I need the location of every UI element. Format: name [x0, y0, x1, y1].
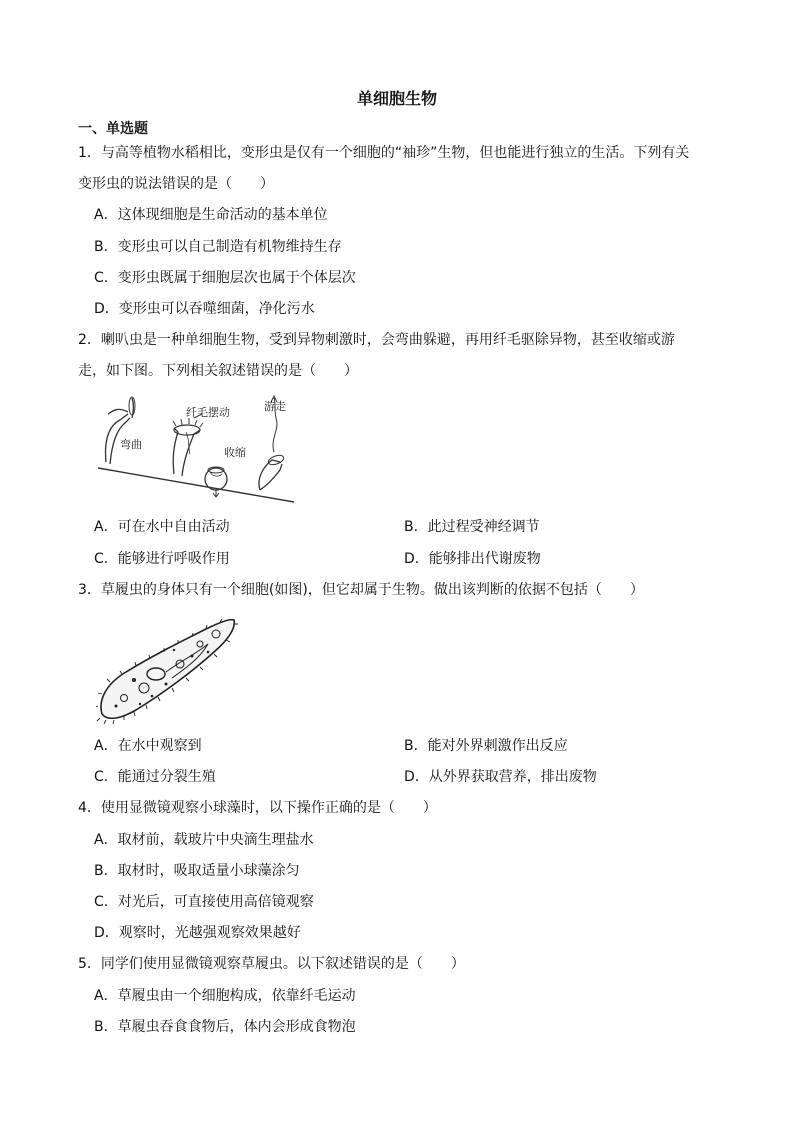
question-3-option-d: D．从外界获取营养，排出废物 — [404, 769, 597, 785]
question-5-option-a: A．草履虫由一个细胞构成，依靠纤毛运动 — [94, 988, 356, 1004]
question-1-stem-line-2: 变形虫的说法错误的是（ ） — [78, 176, 274, 192]
question-5-stem: 5．同学们使用显微镜观察草履虫。以下叙述错误的是（ ） — [78, 956, 465, 972]
paramecium-figure — [96, 614, 240, 726]
question-2-stem-line-1: 2．喇叭虫是一种单细胞生物，受到异物刺激时，会弯曲躲避，再用纤毛驱除异物，甚至收缩或游 — [78, 332, 675, 348]
question-1-option-b: B．变形虫可以自己制造有机物维持生存 — [94, 239, 342, 255]
page-title: 单细胞生物 — [356, 89, 437, 108]
section-heading: 一、单选题 — [78, 121, 148, 137]
question-2-option-a: A．可在水中自由活动 — [94, 519, 230, 535]
question-4-option-b: B．取材时，吸取适量小球藻涂匀 — [94, 863, 300, 879]
question-4-option-d: D．观察时，光越强观察效果越好 — [94, 925, 301, 941]
question-4-option-a: A．取材前，载玻片中央滴生理盐水 — [94, 832, 314, 848]
question-1-option-a: A．这体现细胞是生命活动的基本单位 — [94, 207, 328, 223]
figure-label-bend: 弯曲 — [120, 438, 142, 451]
question-2-option-d: D．能够排出代谢废物 — [404, 551, 541, 567]
question-4-stem: 4．使用显微镜观察小球藻时，以下操作正确的是（ ） — [78, 800, 437, 816]
question-2-stem-line-2: 走，如下图。下列相关叙述错误的是（ ） — [78, 363, 358, 379]
question-1-option-c: C．变形虫既属于细胞层次也属于个体层次 — [94, 270, 356, 286]
question-1-stem-line-1: 1．与高等植物水稻相比，变形虫是仅有一个细胞的“袖珍”生物，但也能进行独立的生活。下列有关 — [78, 145, 690, 161]
trumpet-worm-figure — [94, 392, 304, 504]
question-3-stem: 3．草履虫的身体只有一个细胞(如图)，但它却属于生物。做出该判断的依据不包括（ ） — [78, 582, 644, 598]
question-4-option-c: C．对光后，可直接使用高倍镜观察 — [94, 894, 314, 910]
question-3-option-b: B．能对外界刺激作出反应 — [404, 738, 568, 754]
figure-label-swim: 游走 — [264, 400, 286, 413]
figure-label-contract: 收缩 — [224, 446, 246, 459]
question-3-option-a: A．在水中观察到 — [94, 738, 202, 754]
question-2-option-b: B．此过程受神经调节 — [404, 519, 540, 535]
question-2-option-c: C．能够进行呼吸作用 — [94, 551, 230, 567]
question-3-option-c: C．能通过分裂生殖 — [94, 769, 216, 785]
figure-label-cilia: 纤毛摆动 — [186, 406, 230, 419]
question-1-option-d: D．变形虫可以吞噬细菌，净化污水 — [94, 301, 315, 317]
question-5-option-b: B．草履虫吞食食物后，体内会形成食物泡 — [94, 1019, 356, 1035]
